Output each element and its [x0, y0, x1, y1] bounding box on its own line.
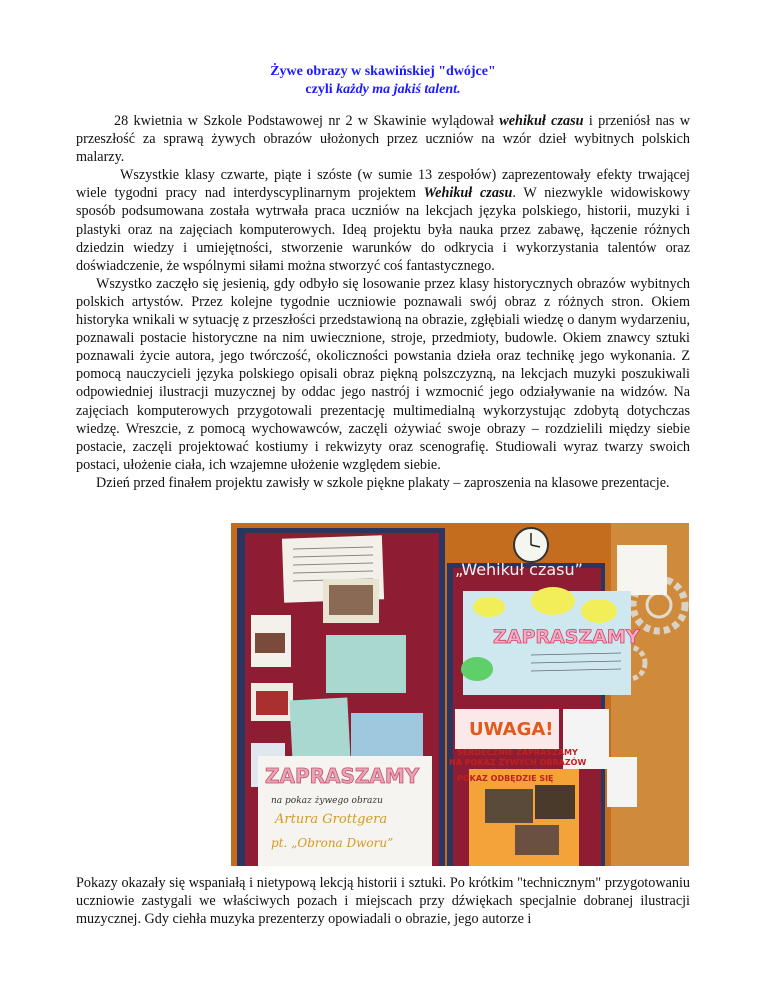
- paragraph-1: [76, 112, 690, 166]
- p1-text-b: i przeniósł nas w przeszłość za sprawą żywych obrazów ułożonych przez uczniów na wzór dzieł wybitnych polskich malarzy.: [76, 113, 691, 166]
- pokaz-line: NA POKAZ ŻYWYCH OBRAZÓW: [449, 758, 587, 767]
- paragraph-4: Dzień przed finałem projektu zawisły w szkole piękne plakaty – zaproszenia na klasowe prezentacje.: [96, 474, 670, 491]
- p2-text-a: Wszystkie klasy czwarte, piąte i szóste (w sumie 13 zespołów) zaprezentowały efekty trwającej wiele tygodni pracy nad interdyscyplinarnym projektem: [76, 167, 690, 202]
- p1-text-a: 28 kwietnia w Szkole Podstawowej nr 2 w Skawinie wylądował: [114, 113, 500, 129]
- p2-text-b: . W niezwykle widowiskowy sposób podsumowana została wytrwała praca uczniów na lekcjach języka polskiego, historii, muzyki i plastyki oraz na zajęciach komputerowych. Ideą projektu była nauka przez zabawę, łączenie różnych dziedzin wiedzy i umiejętności, stworzenie warunków do odkrycia i wykorzystania talentów oraz doświadczenie, że wspólnymi siłami można stworzyć coś fantastycznego.: [76, 185, 690, 274]
- p2-emphasis: Wehikuł czasu: [423, 185, 513, 202]
- paragraph-2: [76, 166, 690, 275]
- p1-emphasis: wehikuł czasu: [499, 113, 584, 129]
- title-line-2: [76, 81, 690, 99]
- school-board-photo: [231, 523, 689, 866]
- title-emphasis: każdy ma jakiś talent.: [336, 82, 461, 97]
- pokaz-odbedzie-line: POKAZ ODBĘDZIE SIĘ: [457, 774, 554, 783]
- paragraph-5: Pokazy okazały się wspaniałą i nietypową lekcją historii i sztuki. Po krótkim "technicznym" przygotowaniu uczniowie zastygali we właściwych pozach i miejscach przy dźwiękach specjalnie dobranej ilustracji muzycznej. Gdy ciehła muzyka prezenterzy opowiadali o obrazie, jego autorze i: [76, 875, 690, 928]
- serdecznie-line: SERDECZNIE ZAPRASZAMY: [457, 748, 578, 757]
- left-poster-sub: na pokaz żywego obrazu: [271, 796, 383, 806]
- paragraph-3: Wszystko zaczęło się jesienią, gdy odbyło się losowanie przez klasy historycznych obrazów wybitnych polskich artystów. Przez kolejne tygodnie uczniowie poznawali swój obraz z różnych stron. Okiem historyka wnikali w sytuację z przeszłości przedstawioną na obrazie, zgłębiali wiedzę o danym wydarzeniu, poznawali postacie historyczne na nim uwiecznione, stroje, przedmioty, budowle. Okiem znawcy sztuki poznawali życie autora, jego twórczość, okoliczności powstania dzieła oraz technikę jego wykonania. Z pomocą nauczycieli języka polskiego opisali obraz piękną polszczyzną, na lekcjach muzyki poszukiwali odpowiedniej ilustracji muzycznej by oddac jego nastrój i wzmocnić jego odziaływanie na widzów. Na zajęciach komputerowych przygotowali prezentację multimedialną wykorzystując zdobytą dotychczas wiedzę. Wreszcie, z pomocą wychowawców, zaczęli ożywiać swoje obrazy – rozdzielili między siebie postacie, zaczęli projektować kostiumy i rekwizyty oraz scenografię. Studiowali wyraz twarzy swoich postaci, ułożenie ciała, ich wzajemne ułożenie względem siebie.: [76, 275, 690, 473]
- article-body-continued: [76, 874, 690, 928]
- article-title: [76, 63, 690, 99]
- wehikul-label: „Wehikuł czasu”: [455, 560, 583, 579]
- left-poster-author: Artura Grottgera: [275, 812, 388, 827]
- title-prefix: czyli: [305, 82, 337, 97]
- photo-illustration: [231, 523, 689, 866]
- uwaga-heading: UWAGA!: [469, 719, 554, 740]
- right-poster-heading: ZAPRASZAMY: [493, 626, 640, 648]
- left-poster-title: pt. „Obrona Dworu”: [271, 836, 394, 850]
- title-line-1: Żywe obrazy w skawińskiej "dwójce": [270, 64, 496, 79]
- article-body: [76, 112, 690, 492]
- left-poster-heading: ZAPRASZAMY: [265, 764, 420, 788]
